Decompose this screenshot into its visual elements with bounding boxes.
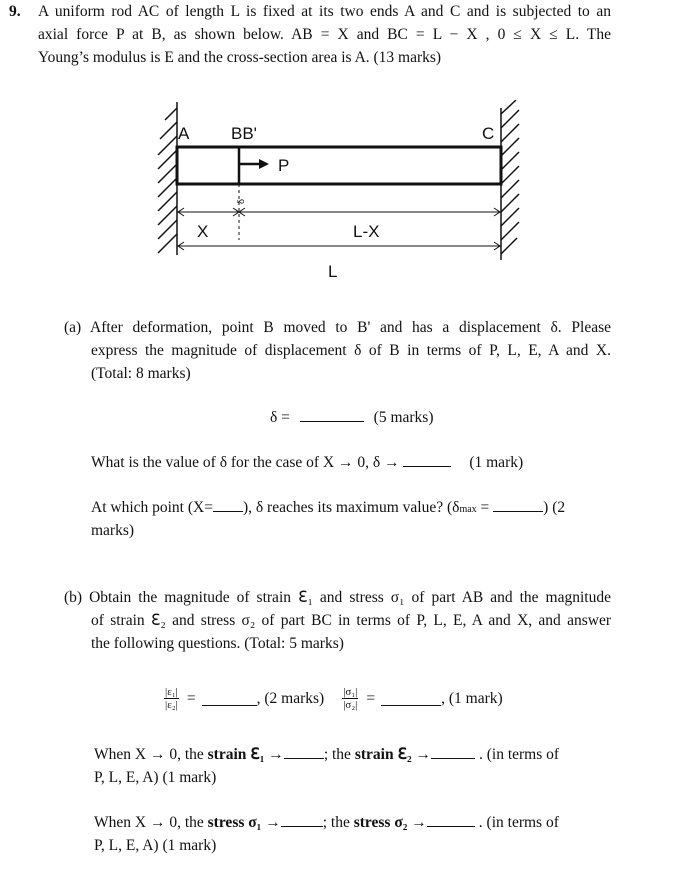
stress-q-3: ; the bbox=[322, 814, 350, 831]
x0-question-text: What is the value of δ for the case of X → 0, δ → bbox=[91, 454, 400, 471]
stress-q-4: stress σ₂ → bbox=[353, 814, 427, 831]
question-number: 9. bbox=[9, 3, 21, 20]
max-question-line-2: marks) bbox=[91, 522, 135, 539]
label-bb-prime: BB' bbox=[231, 124, 257, 143]
label-l: L bbox=[328, 262, 338, 281]
stress-limit-line-2: P, L, E, A) (1 mark) bbox=[94, 837, 217, 854]
strain-ratio-numerator: |ε₁| bbox=[165, 685, 178, 698]
strain-ratio-fraction bbox=[164, 686, 179, 711]
max-text-1: At which point (X= bbox=[91, 499, 213, 516]
question-line-1: A uniform rod AC of length L is fixed at its two ends A and C and is subjected to an bbox=[38, 3, 611, 20]
x0-question-row bbox=[91, 451, 523, 474]
left-fixed-support bbox=[158, 102, 177, 255]
max-question-row bbox=[91, 496, 565, 521]
delta-prefix: δ = bbox=[270, 409, 290, 426]
strain-ratio-marks: , (2 marks) bbox=[256, 689, 325, 707]
strain-ratio-blank[interactable] bbox=[202, 691, 257, 706]
delta-answer-row bbox=[270, 406, 434, 429]
strain1-blank[interactable] bbox=[284, 744, 324, 759]
strain-ratio-equals: = bbox=[186, 689, 196, 707]
strain-q-3: ; the bbox=[323, 746, 351, 763]
stress-q-5: . (in terms of bbox=[478, 814, 559, 831]
question-line-2: axial force P at B, as shown below. AB = X and BC = L − X , 0 ≤ X ≤ L. The bbox=[38, 26, 611, 43]
label-l-minus-x: L-X bbox=[353, 222, 380, 241]
strain-q-4: strain ℇ₂ → bbox=[354, 746, 431, 763]
strain-q-5: . (in terms of bbox=[478, 746, 560, 763]
stress-ratio-denominator: |σ₂| bbox=[343, 698, 358, 711]
right-fixed-support bbox=[501, 100, 519, 260]
strain-limit-line-2: P, L, E, A) (1 mark) bbox=[94, 769, 217, 786]
delta-answer-blank[interactable] bbox=[300, 407, 364, 422]
label-a: A bbox=[178, 124, 190, 143]
max-text-3: = bbox=[476, 499, 490, 516]
stress-ratio-equals: = bbox=[366, 689, 376, 707]
part-a-line-1: (a) After deformation, point B moved to B' and has a displacement δ. Please bbox=[64, 319, 611, 336]
stress-q-2: stress σ₁ → bbox=[207, 814, 281, 831]
stress2-blank[interactable] bbox=[427, 812, 475, 827]
strain-q-1: When X → 0, the bbox=[94, 746, 204, 763]
strain-ratio-denominator: |ε₂| bbox=[165, 698, 178, 711]
stress-q-1: When X → 0, the bbox=[94, 814, 204, 831]
stress-ratio-marks: , (1 mark) bbox=[441, 689, 503, 707]
part-a-line-2: express the magnitude of displacement δ of B in terms of P, L, E, A and X. bbox=[91, 342, 611, 359]
ratio-row bbox=[162, 680, 503, 716]
label-delta: δ bbox=[236, 198, 246, 204]
stress-ratio-numerator: |σ₁| bbox=[343, 685, 358, 698]
rod-body bbox=[177, 147, 501, 184]
max-delta-blank[interactable] bbox=[493, 497, 543, 512]
part-a-line-3: (Total: 8 marks) bbox=[91, 365, 191, 382]
label-c: C bbox=[482, 124, 495, 143]
max-subscript: max bbox=[459, 504, 477, 515]
question-line-3: Young’s modulus is E and the cross-section area is A. (13 marks) bbox=[38, 49, 442, 66]
strain-q-2: strain ℇ₁ → bbox=[207, 746, 284, 763]
x0-marks: (1 mark) bbox=[469, 454, 524, 471]
part-b-line-3: the following questions. (Total: 5 marks) bbox=[91, 635, 344, 652]
strain2-blank[interactable] bbox=[431, 744, 475, 759]
x0-answer-blank[interactable] bbox=[403, 452, 451, 467]
rod-figure bbox=[140, 100, 530, 290]
part-b-line-2: of strain ℇ₂ and stress σ₂ of part BC in terms of P, L, E, A and X, and answer bbox=[91, 612, 611, 629]
stress1-blank[interactable] bbox=[281, 812, 323, 827]
max-text-4: ) (2 bbox=[543, 499, 566, 516]
max-text-2: ), δ reaches its maximum value? (δ bbox=[242, 499, 460, 516]
stress-ratio-blank[interactable] bbox=[381, 691, 441, 706]
part-b-line-1: (b) Obtain the magnitude of strain ℇ₁ and stress σ₁ of part AB and the magnitude bbox=[64, 589, 611, 606]
label-p: P bbox=[278, 156, 290, 175]
strain-limit-row bbox=[94, 743, 559, 766]
stress-ratio-fraction bbox=[342, 686, 358, 711]
max-x-blank[interactable] bbox=[213, 497, 243, 512]
label-x: X bbox=[197, 222, 209, 241]
delta-marks: (5 marks) bbox=[373, 409, 434, 426]
stress-limit-row bbox=[94, 811, 559, 834]
